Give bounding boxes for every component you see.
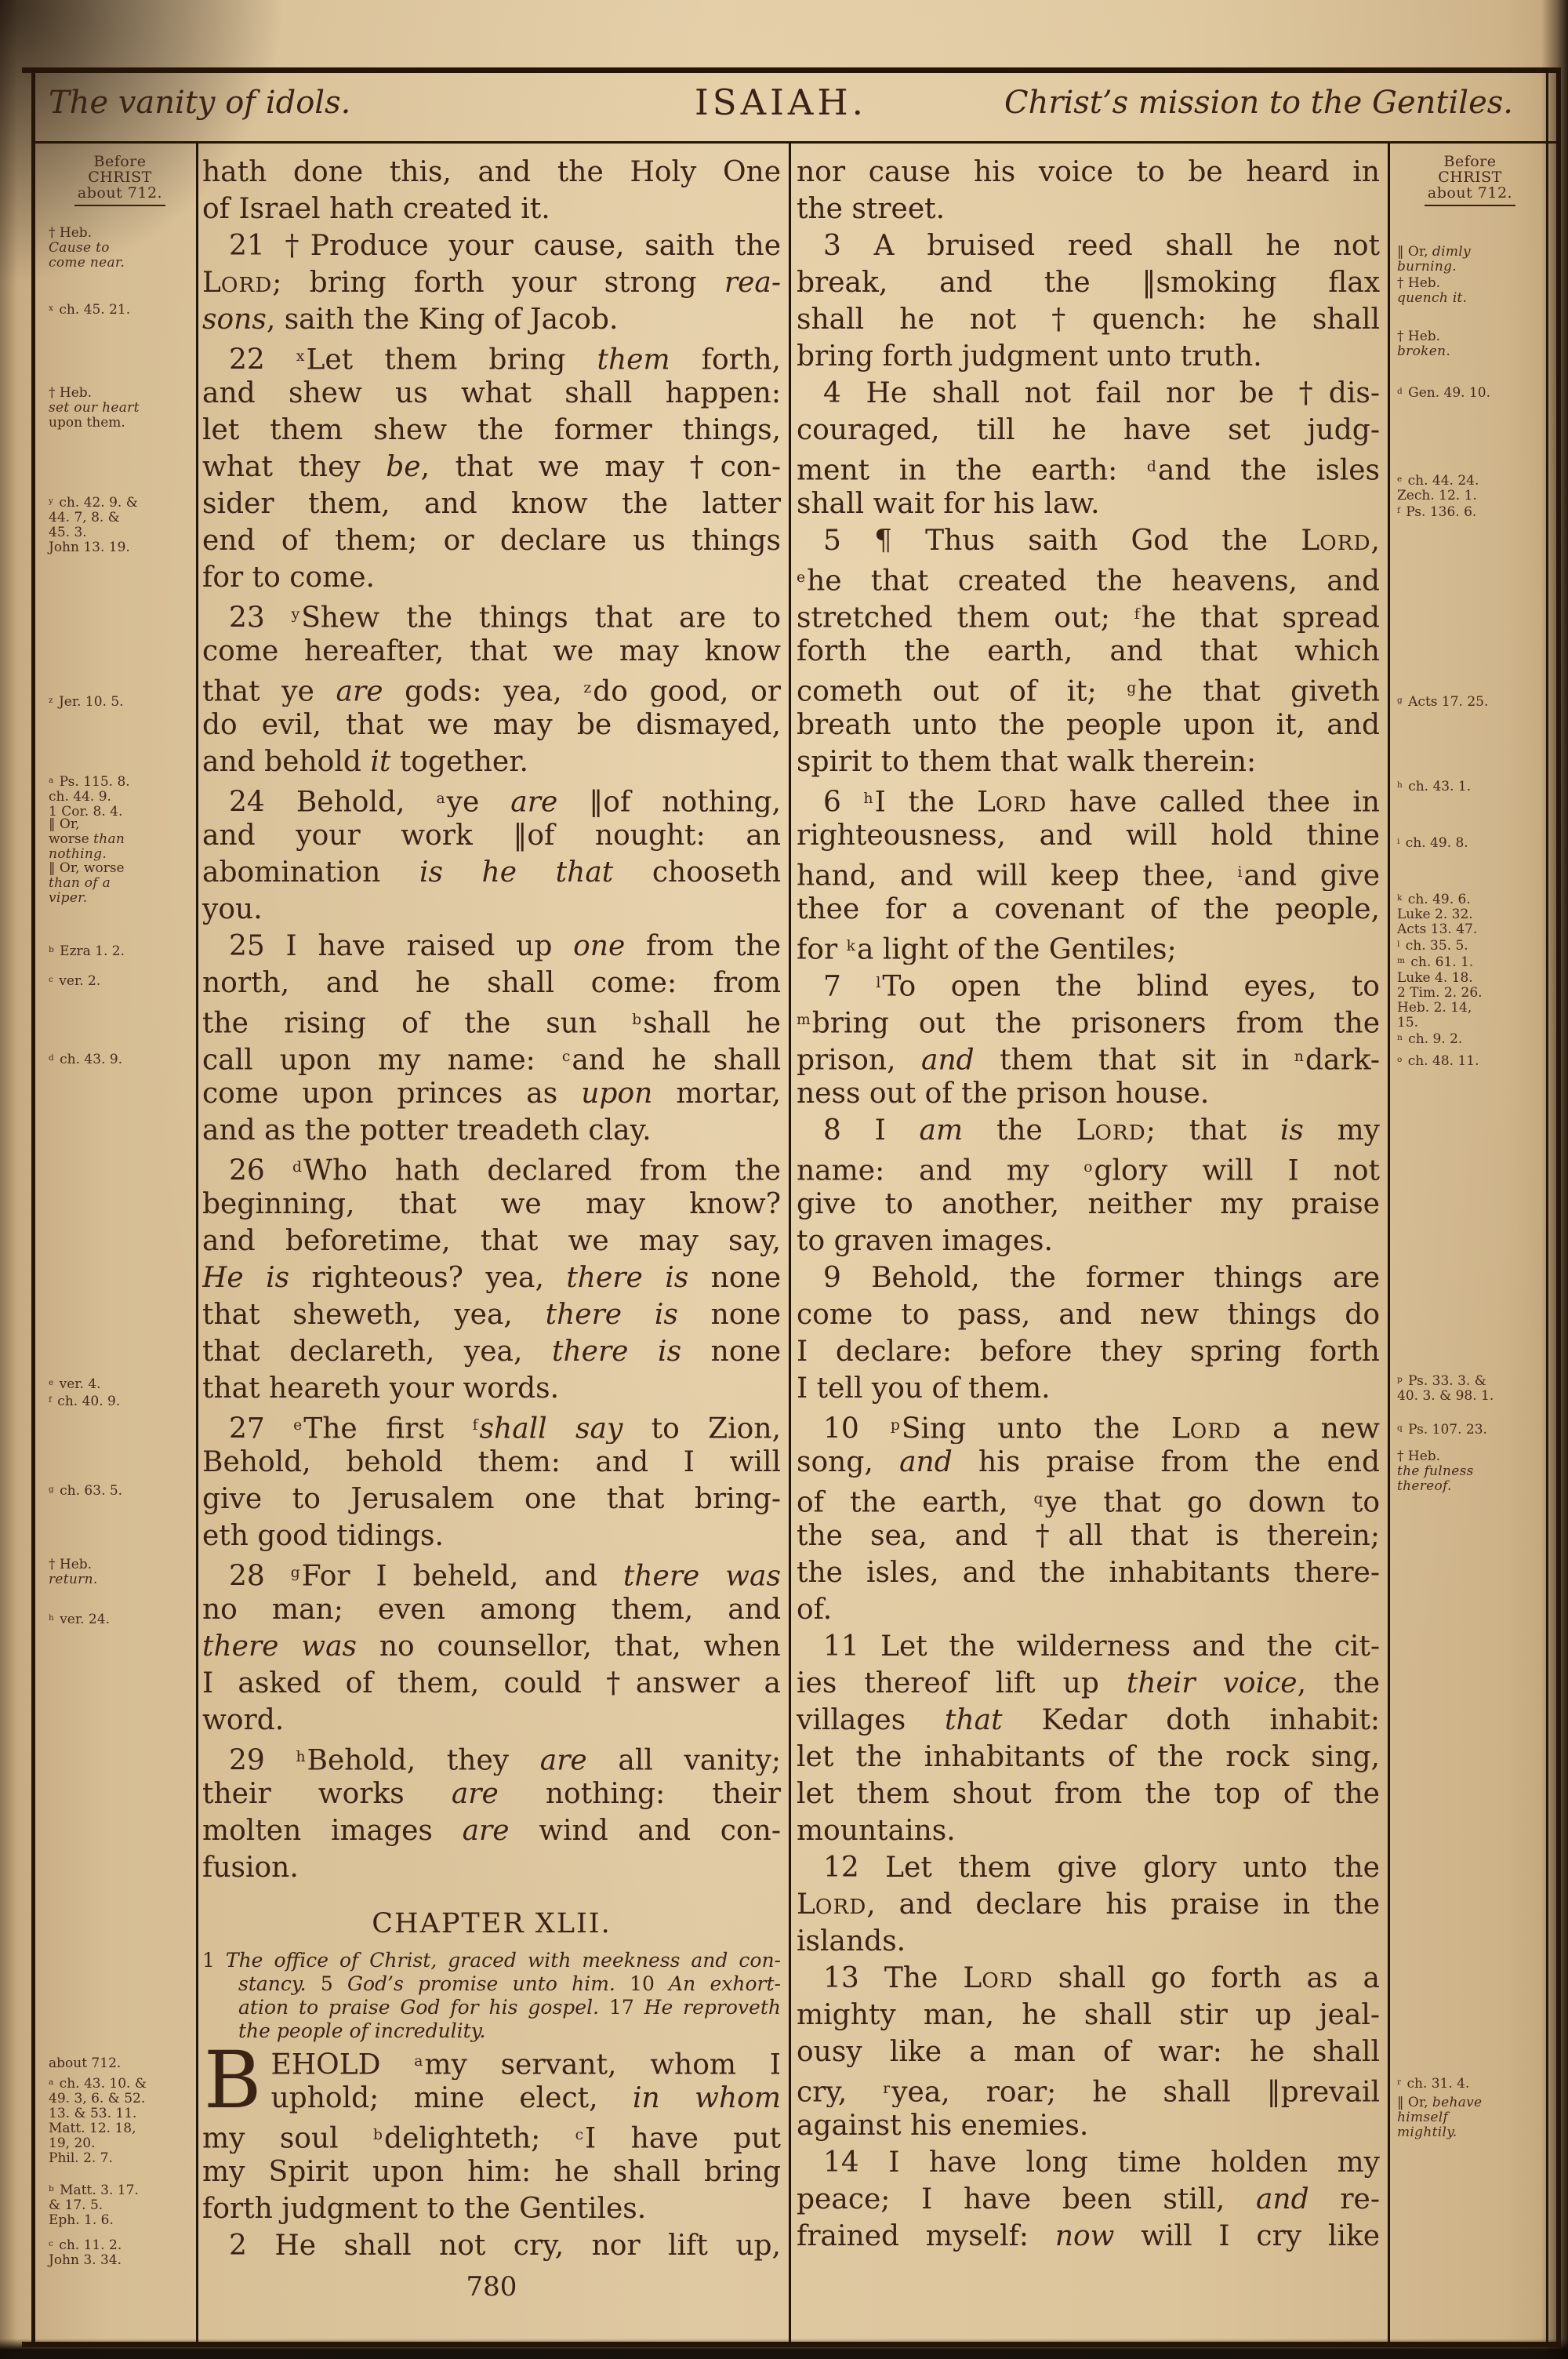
verse-paragraph: [797, 1628, 1380, 1849]
text-line: ies thereof lift up their voice, the: [797, 1667, 1380, 1699]
text-line: that heareth your words.: [202, 1372, 560, 1405]
text-line: 26 $^d$Who hath declared from the: [229, 1154, 781, 1186]
verse-paragraph: [797, 1112, 1380, 1259]
verse-paragraph: [202, 780, 781, 928]
margin-note-line: 44. 7, 8. &: [49, 510, 120, 526]
margin-note-line: † Heb.: [1397, 329, 1441, 344]
left-frame-rule: [31, 67, 35, 2347]
margin-note-line: CHRIST: [1438, 169, 1502, 186]
margin-note-line: 1 Cor. 8. 4.: [49, 804, 123, 820]
margin-note-line: upon them.: [49, 415, 125, 431]
text-line: cry, $^r$yea, roar; he shall ‖prevail: [797, 2076, 1380, 2107]
margin-note-line: † Heb.: [1397, 275, 1441, 291]
verse-paragraph: [797, 1960, 1380, 2144]
margin-note-line: † Heb.: [49, 225, 93, 241]
margin-note-line: $^c$ ver. 2.: [49, 973, 101, 990]
margin-note-line: $^d$ ch. 43. 9.: [49, 1052, 123, 1068]
text-line: molten images are wind and con-: [202, 1815, 781, 1847]
cross-reference-note: [1397, 693, 1543, 710]
text-line: Behold, behold them: and I will: [202, 1446, 781, 1478]
text-line: hand, and will keep thee, $^i$and give: [797, 860, 1380, 891]
verse-paragraph: [797, 154, 1380, 227]
text-line: ment in the earth: $^d$and the isles: [797, 454, 1380, 485]
margin-note-line: return.: [49, 1572, 98, 1587]
margin-note-line: broken.: [1397, 343, 1451, 359]
margin-note-line: thereof.: [1397, 1478, 1452, 1494]
left-margin-rule: [196, 144, 198, 2342]
cross-reference-note: [49, 226, 191, 271]
text-line: 7 $^l$To open the blind eyes, to: [823, 970, 1380, 1001]
text-line: of Israel hath created it.: [202, 193, 550, 225]
center-column-rule: [789, 144, 791, 2342]
margin-note-line: about 712.: [1427, 184, 1513, 202]
cross-reference-note: [1397, 834, 1543, 851]
cross-reference-note: [49, 1558, 191, 1587]
cross-reference-note: [1397, 329, 1543, 359]
text-line: come upon princes as upon mortar,: [202, 1078, 781, 1110]
cross-reference-note: [49, 817, 191, 862]
text-line: come to pass, and new things do: [797, 1299, 1380, 1331]
verse-paragraph: [797, 1407, 1380, 1628]
cross-reference-note: [49, 943, 191, 959]
text-line: let the inhabitants of the rock sing,: [797, 1741, 1380, 1773]
text-line: spirit to them that walk therein:: [797, 746, 1257, 778]
margin-note-line: ‖ Or, behave: [1397, 2095, 1483, 2110]
margin-note-line: $^b$ Matt. 3. 17.: [49, 2183, 139, 2199]
margin-note-line: $^d$ Gen. 49. 10.: [1397, 385, 1491, 402]
margin-note-line: viper.: [49, 890, 88, 906]
margin-note-line: $^r$ ch. 31. 4.: [1397, 2076, 1470, 2092]
text-line: hath done this, and the Holy One: [202, 156, 781, 188]
text-line: to graven images.: [797, 1225, 1053, 1257]
text-line: cometh out of it; $^g$he that giveth: [797, 675, 1380, 707]
verse-paragraph: [797, 780, 1380, 965]
text-line: sider them, and know the latter: [202, 488, 781, 520]
text-line: EHOLD $^a$my servant, whom I: [270, 2048, 781, 2080]
text-line: there was no counsellor, that, when: [202, 1630, 781, 1663]
text-line: you.: [202, 893, 263, 925]
text-line: against his enemies.: [797, 2110, 1089, 2142]
text-line: mighty man, he shall stir up jeal-: [797, 1999, 1380, 2031]
text-line: abomination is he that chooseth: [202, 856, 781, 889]
text-line: name: and my $^o$glory will I not: [797, 1154, 1380, 1186]
cross-reference-note: [1397, 891, 1543, 1047]
text-line: 1 The office of Christ, graced with meekness and con-: [202, 1949, 781, 1972]
text-line: 8 I am the LORD; that is my: [823, 1114, 1380, 1147]
text-line: 29 $^h$Behold, they are all vanity;: [229, 1744, 781, 1776]
text-line: that ye are gods: yea, $^z$do good, or: [202, 675, 781, 707]
text-line: for to come.: [202, 562, 375, 594]
text-line: for $^k$a light of the Gentiles;: [797, 933, 1177, 965]
text-line: song, and his praise from the end: [797, 1446, 1380, 1478]
before-christ-date-note: [1397, 154, 1543, 206]
text-line: north, and he shall come: from: [202, 967, 781, 999]
before-christ-date-note: [49, 154, 191, 206]
cross-reference-note: [1397, 384, 1543, 401]
verse-paragraph: [202, 596, 781, 780]
margin-note-line: John 3. 34.: [49, 2252, 122, 2269]
text-line: I declare: before they spring forth: [797, 1336, 1380, 1368]
text-line: give to another, neither my praise: [797, 1188, 1380, 1220]
text-line: shall he not †quench: he shall: [797, 304, 1380, 336]
text-line: and your work ‖of nought: an: [202, 820, 781, 852]
margin-note-line: 2 Tim. 2. 26.: [1397, 984, 1483, 1001]
chapter-heading: CHAPTER XLII.: [372, 1908, 612, 1939]
top-frame-rule: [22, 67, 1560, 73]
verse-paragraph: [202, 338, 781, 596]
verse-paragraph: [797, 1259, 1380, 1407]
cross-reference-note: [49, 386, 191, 431]
text-line: their works are nothing: their: [202, 1778, 781, 1810]
margin-note-line: set our heart: [49, 400, 140, 416]
text-line: the rising of the sun $^b$shall he: [202, 1007, 781, 1038]
cross-reference-note: [1397, 1372, 1543, 1404]
text-line: forth judgment to the Gentiles.: [202, 2193, 647, 2225]
cross-reference-note: [49, 972, 191, 989]
margin-note-line: $^i$ ch. 49. 8.: [1397, 835, 1468, 852]
margin-note-line: quench it.: [1397, 290, 1468, 306]
text-line: call upon my name: $^c$and he shall: [202, 1044, 781, 1075]
margin-note-line: Matt. 12. 18,: [49, 2121, 136, 2137]
text-line: 25 I have raised up one from the: [229, 930, 781, 962]
verse-paragraph: [797, 227, 1380, 375]
text-line: breath unto the people upon it, and: [797, 709, 1380, 741]
margin-note-line: & 17. 5.: [49, 2197, 103, 2214]
running-head: [49, 82, 1513, 125]
text-line: 11 Let the wilderness and the cit-: [823, 1630, 1380, 1663]
margin-note-line: † Heb.: [49, 385, 93, 401]
cross-reference-note: [1397, 1052, 1543, 1069]
verse-paragraph: [202, 928, 781, 1149]
text-line: and behold it together.: [202, 746, 528, 778]
cross-reference-note: [1397, 2095, 1543, 2140]
margin-note-line: $^h$ ver. 24.: [49, 1612, 110, 1628]
margin-note-rule: [1425, 205, 1515, 206]
text-line: 6 $^h$I the LORD have called thee in: [823, 786, 1380, 817]
text-line: 13 The LORD shall go forth as a: [823, 1962, 1380, 1994]
verse-paragraph: [202, 1554, 781, 1739]
text-line: and beforetime, that we may say,: [202, 1225, 781, 1257]
cross-reference-note: [49, 1611, 191, 1627]
text-line: give to Jerusalem one that bring-: [202, 1483, 781, 1515]
margin-note-line: 13. & 53. 11.: [49, 2106, 137, 2122]
text-line: 4 He shall not fail nor be †dis-: [823, 377, 1380, 409]
margin-note-line: Eph. 1. 6.: [49, 2212, 114, 2229]
margin-note-line: $^m$ ch. 61. 1.: [1397, 954, 1474, 971]
text-line: mountains.: [797, 1815, 956, 1847]
right-frame-outer-rule: [1556, 67, 1561, 2347]
text-line: prison, and them that sit in $^n$dark-: [797, 1044, 1380, 1075]
cross-reference-note: [49, 861, 191, 906]
margin-note-line: $^q$ Ps. 107. 23.: [1397, 1422, 1487, 1438]
text-line: of the earth, $^q$ye that go down to: [797, 1486, 1380, 1518]
verse-paragraph: [202, 154, 781, 227]
cross-reference-note: [49, 301, 191, 318]
margin-note-line: 49. 3, 6. & 52.: [49, 2091, 146, 2107]
text-line: and shew us what shall happen:: [202, 377, 781, 409]
text-line: LORD, and declare his praise in the: [797, 1888, 1380, 1921]
cross-reference-note: [1397, 276, 1543, 306]
text-line: forth the earth, and that which: [797, 635, 1380, 667]
bottom-frame-rule: [22, 2342, 1560, 2347]
margin-note-line: $^a$ ch. 43. 10. &: [49, 2076, 147, 2092]
margin-note-line: $^h$ ch. 43. 1.: [1397, 779, 1472, 795]
margin-note-line: † Heb.: [49, 1557, 93, 1572]
verse-paragraph: [202, 2227, 781, 2264]
margin-note-line: about 712.: [49, 2055, 122, 2071]
text-line: beginning, that we may know?: [202, 1188, 781, 1220]
text-line: LORD; bring forth your strong rea-: [202, 267, 781, 299]
text-line: nor cause his voice to be heard in: [797, 156, 1380, 188]
margin-note-line: $^y$ ch. 42. 9. &: [49, 495, 138, 511]
running-head-left: The vanity of idols.: [49, 85, 351, 121]
text-line: let them shout from the top of the: [797, 1778, 1380, 1810]
text-line: uphold; mine elect, in whom: [270, 2082, 781, 2114]
page-number: 780: [466, 2271, 517, 2303]
margin-note-line: $^n$ ch. 9. 2.: [1397, 1030, 1463, 1047]
text-line: stretched them out; $^f$he that spread: [797, 602, 1380, 633]
text-line: 10 $^p$Sing unto the LORD a new: [823, 1412, 1380, 1444]
text-line: ousy like a man of war: he shall: [797, 2036, 1380, 2068]
text-line: thee for a covenant of the people,: [797, 893, 1380, 925]
text-line: end of them; or declare us things: [202, 525, 781, 557]
verse-paragraph: [797, 522, 1380, 780]
text-line: and as the potter treadeth clay.: [202, 1114, 652, 1147]
margin-note-line: 45. 3.: [49, 525, 87, 541]
text-line: $^m$bring out the prisoners from the: [797, 1007, 1380, 1038]
cross-reference-note: [49, 494, 191, 555]
running-head-right: Christ’s mission to the Gentiles.: [1004, 85, 1513, 121]
cross-reference-note: [49, 773, 191, 820]
text-line: my Spirit upon him: he shall bring: [202, 2156, 781, 2188]
text-line: eth good tidings.: [202, 1520, 444, 1552]
margin-note-line: worse than: [49, 831, 125, 847]
margin-note-line: ‖ Or, worse: [49, 860, 125, 876]
cross-reference-note: [1397, 1421, 1543, 1438]
header-divider-rule: [31, 141, 1559, 144]
text-line: the street.: [797, 193, 946, 225]
margin-note-line: $^l$ ch. 35. 5.: [1397, 938, 1468, 954]
text-line: sons, saith the King of Jacob.: [202, 304, 619, 336]
margin-note-line: $^b$ Ezra 1. 2.: [49, 943, 125, 960]
margin-note-line: $^f$ ch. 40. 9.: [49, 1394, 121, 1410]
cross-reference-note: [49, 2056, 191, 2071]
cross-reference-note: [1397, 245, 1543, 274]
margin-note-line: burning.: [1397, 259, 1457, 274]
margin-note-line: John 13. 19.: [49, 540, 130, 556]
margin-note-line: ch. 44. 9.: [49, 789, 111, 805]
margin-note-line: † Heb.: [1397, 1448, 1441, 1464]
margin-note-line: Cause to: [49, 240, 110, 256]
text-line: 12 Let them give glory unto the: [823, 1852, 1380, 1884]
text-line: word.: [202, 1704, 285, 1736]
text-line: 28 $^g$For I beheld, and there was: [229, 1560, 781, 1591]
cross-reference-note: [1397, 472, 1543, 520]
text-line: 9 Behold, the former things are: [823, 1262, 1380, 1294]
text-line: 22 $^x$Let them bring them forth,: [229, 343, 781, 375]
margin-note-line: Heb. 2. 14,: [1397, 999, 1472, 1016]
margin-note-line: 15.: [1397, 1014, 1419, 1030]
text-line: peace; I have been still, and re-: [797, 2183, 1380, 2215]
running-head-title: ISAIAH.: [695, 82, 867, 123]
margin-note-line: the fulness: [1397, 1463, 1474, 1479]
verse-paragraph: [202, 1739, 781, 1886]
text-line: of.: [797, 1594, 833, 1626]
verse-paragraph: [797, 965, 1380, 1112]
text-line: 5 ¶ Thus saith God the LORD,: [823, 525, 1380, 557]
margin-note-line: Acts 13. 47.: [1397, 921, 1478, 938]
margin-note-line: Before: [1443, 153, 1497, 170]
margin-note-line: $^o$ ch. 48. 11.: [1397, 1053, 1479, 1070]
margin-note-line: ‖ Or, dimly: [1397, 244, 1471, 260]
margin-note-line: $^a$ Ps. 115. 8.: [49, 774, 130, 791]
right-margin-notes: [1397, 0, 1543, 2359]
text-line: I asked of them, could †answer a: [202, 1667, 781, 1699]
margin-note-line: Zech. 12. 1.: [1397, 488, 1477, 504]
text-line: the sea, and †all that is therein;: [797, 1520, 1380, 1552]
text-line: 14 I have long time holden my: [823, 2146, 1380, 2179]
right-frame-inner-rule: [1546, 67, 1548, 2347]
verse-paragraph: [797, 375, 1380, 522]
text-line: no man; even among them, and: [202, 1594, 781, 1626]
cross-reference-note: [49, 1376, 191, 1392]
text-line: come hereafter, that we may know: [202, 635, 781, 667]
margin-note-line: nothing.: [49, 846, 107, 862]
text-line: shall wait for his law.: [797, 488, 1100, 520]
text-line: 2 He shall not cry, nor lift up,: [229, 2230, 781, 2262]
margin-note-line: 40. 3. & 98. 1.: [1397, 1388, 1494, 1405]
text-line: that sheweth, yea, there is none: [202, 1299, 781, 1331]
left-margin-notes: [49, 0, 191, 2359]
drop-cap: B: [204, 2034, 262, 2126]
text-line: break, and the ‖smoking flax: [797, 267, 1380, 299]
margin-note-line: $^e$ ch. 44. 24.: [1397, 473, 1479, 489]
text-line: fusion.: [202, 1852, 299, 1884]
text-line: what they be, that we may †con-: [202, 451, 781, 483]
verse-paragraph: [202, 1407, 781, 1554]
verse-paragraph: [797, 2144, 1380, 2255]
margin-note-line: $^g$ ch. 63. 5.: [49, 1483, 123, 1499]
cross-reference-note: [49, 1051, 191, 1067]
text-line: that declareth, yea, there is none: [202, 1336, 781, 1368]
margin-note-line: $^p$ Ps. 33. 3. &: [1397, 1373, 1486, 1390]
margin-note-rule: [74, 205, 165, 206]
verse-paragraph: [202, 227, 781, 338]
margin-note-line: CHRIST: [88, 169, 152, 186]
text-line: villages that Kedar doth inhabit:: [797, 1704, 1380, 1736]
cross-reference-note: [1397, 2075, 1543, 2092]
cross-reference-note: [1397, 778, 1543, 794]
cross-reference-note: [49, 2182, 191, 2228]
text-line: 23 $^y$Shew the things that are to: [229, 602, 781, 633]
margin-note-line: himself: [1397, 2110, 1449, 2125]
text-line: my soul $^b$delighteth; $^c$I have put: [202, 2122, 781, 2154]
text-line: the people of incredulity.: [238, 2019, 486, 2042]
text-line: He is righteous? yea, there is none: [202, 1262, 781, 1294]
right-margin-rule: [1388, 144, 1390, 2342]
text-line: let them shew the former things,: [202, 414, 781, 446]
margin-note-line: $^x$ ch. 45. 21.: [49, 302, 131, 318]
cross-reference-note: [49, 693, 191, 710]
margin-note-line: than of a: [49, 875, 111, 891]
margin-note-line: about 712.: [77, 184, 163, 202]
text-line: I tell you of them.: [797, 1372, 1051, 1405]
margin-note-line: ‖ Or,: [49, 816, 80, 832]
text-line: 27 $^e$The first $^f$shall say to Zion,: [229, 1412, 781, 1444]
text-line: the isles, and the inhabitants there-: [797, 1557, 1380, 1589]
cross-reference-note: [49, 1482, 191, 1499]
margin-note-line: Luke 4. 18.: [1397, 969, 1473, 986]
margin-note-line: come near.: [49, 255, 125, 271]
margin-note-line: $^f$ Ps. 136. 6.: [1397, 504, 1477, 521]
text-line: 3 A bruised reed shall he not: [823, 230, 1380, 262]
text-line: 24 Behold, $^a$ye are ‖of nothing,: [229, 786, 781, 817]
text-line: bring forth judgment unto truth.: [797, 340, 1262, 373]
text-line: do evil, that we may be dismayed,: [202, 709, 781, 741]
left-text-column: [202, 154, 781, 2306]
margin-note-line: 19, 20.: [49, 2135, 96, 2152]
margin-note-line: Phil. 2. 7.: [49, 2150, 113, 2167]
margin-note-line: mightily.: [1397, 2125, 1457, 2140]
text-line: ation to praise God for his gospel. 17 He reproveth: [238, 1996, 781, 2019]
text-line: $^e$he that created the heavens, and: [797, 565, 1380, 596]
margin-note-line: Luke 2. 32.: [1397, 907, 1473, 923]
chapter-summary: [202, 1949, 781, 2043]
verse-paragraph: [202, 1149, 781, 1407]
text-line: islands.: [797, 1925, 906, 1957]
text-line: 21 †Produce your cause, saith the: [229, 230, 781, 262]
text-line: ness out of the prison house.: [797, 1078, 1210, 1110]
margin-note-line: $^z$ Jer. 10. 5.: [49, 694, 124, 711]
cross-reference-note: [49, 2075, 191, 2166]
margin-note-line: $^c$ ch. 11. 2.: [49, 2237, 122, 2254]
verse-paragraph: [797, 1849, 1380, 1960]
margin-note-line: $^g$ Acts 17. 25.: [1397, 694, 1489, 711]
cross-reference-note: [49, 1393, 191, 1409]
margin-note-line: $^e$ ver. 4.: [49, 1376, 101, 1393]
text-line: righteousness, and will hold thine: [797, 820, 1380, 852]
cross-reference-note: [1397, 1449, 1543, 1494]
right-text-column: [797, 154, 1380, 2255]
margin-note-line: Before: [93, 153, 147, 170]
cross-reference-note: [49, 2237, 191, 2268]
text-line: frained myself: now will I cry like: [797, 2220, 1380, 2252]
text-line: couraged, till he have set judg-: [797, 414, 1380, 446]
margin-note-line: $^k$ ch. 49. 6.: [1397, 892, 1471, 908]
text-line: stancy. 5 God’s promise unto him. 10 An exhort-: [238, 1972, 781, 1995]
verse-paragraph: [202, 2034, 781, 2227]
